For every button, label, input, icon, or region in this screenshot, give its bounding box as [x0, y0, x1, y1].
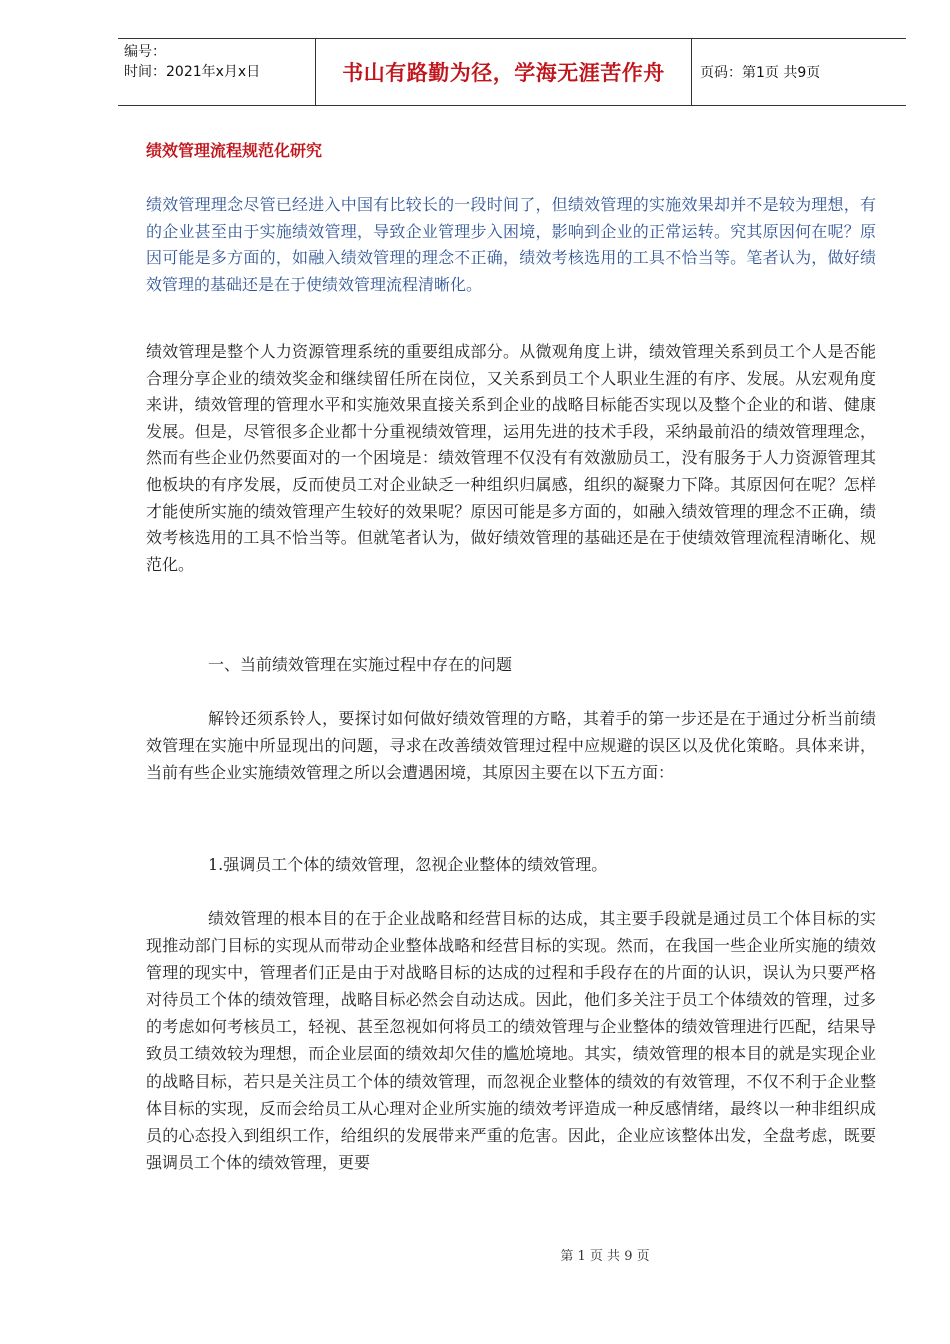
paragraph-3: 绩效管理的根本目的在于企业战略和经营目标的达成，其主要手段就是通过员工个体目标的实现推动部门目标的实现从而带动企业整体战略和经营目标的实现。然而，在我国一些企业所实施的绩效管理的现实中，管理者们正是由于对战略目标的达成的过程和手段存在的片面的认识，误认为只要严格对待员工个体的绩效管理，战略目标必然会自动达成。因此，他们多关注于员工个体绩效的管理，过多的考虑如何考核员工，轻视、甚至忽视如何将员工的绩效管理与企业整体的绩效管理进行匹配，结果导致员工绩效较为理想，而企业层面的绩效却欠佳的尴尬境地。其实，绩效管理的根本目的就是实现企业的战略目标，若只是关注员工个体的绩效管理，而忽视企业整体的绩效的有效管理，不仅不利于企业整体目标的实现，反而会给员工从心理对企业所实施的绩效考评造成一种反感情绪，最终以一种非组织成员的心态投入到组织工作，给组织的发展带来严重的危害。因此，企业应该整体出发，全盘考虑，既要强调员工个体的绩效管理，更要	[146, 909, 876, 1172]
number-label: 编号：	[124, 44, 166, 60]
header-motto: 书山有路勤为径，学海无涯苦作舟	[316, 39, 692, 105]
header-table	[118, 38, 906, 106]
intro-paragraph: 绩效管理理念尽管已经进入中国有比较长的一段时间了，但绩效管理的实施效果却并不是较为理想，有的企业甚至由于实施绩效管理，导致企业管理步入困境，影响到企业的正常运转。究其原因何在呢？原因可能是多方面的，如融入绩效管理的理念不正确，绩效考核选用的工具不恰当等。笔者认为，做好绩效管理的基础还是在于使绩效管理流程清晰化。	[146, 195, 876, 294]
document-title: 绩效管理流程规范化研究	[146, 141, 323, 160]
paragraph-1: 绩效管理是整个人力资源管理系统的重要组成部分。从微观角度上讲，绩效管理关系到员工个人是否能合理分享企业的绩效奖金和继续留任所在岗位，又关系到员工个人职业生涯的有序、发展。从宏观角度来讲，绩效管理的管理水平和实施效果直接关系到企业的战略目标能否实现以及整个企业的和谐、健康发展。但是，尽管很多企业都十分重视绩效管理，运用先进的技术手段，采纳最前沿的绩效管理理念，然而有些企业仍然要面对的一个困境是：绩效管理不仅没有有效激励员工，没有服务于人力资源管理其他板块的有序发展，反而使员工对企业缺乏一种组织归属感，组织的凝聚力下降。其原因何在呢？怎样才能使所实施的绩效管理产生较好的效果呢？原因可能是多方面的，如融入绩效管理的理念不正确，绩效考核选用的工具不恰当等。但就笔者认为，做好绩效管理的基础还是在于使绩效管理流程清晰化、规范化。	[146, 342, 876, 574]
page-footer: 第 1 页 共 9 页	[560, 1249, 650, 1264]
section-heading-1: 一、当前绩效管理在实施过程中存在的问题	[208, 655, 513, 674]
header-page-info: 页码：第1页 共9页	[700, 65, 821, 81]
header-meta	[118, 39, 316, 105]
time-label: 时间：2021年x月x日	[124, 64, 261, 80]
list-item-1: 1.强调员工个体的绩效管理，忽视企业整体的绩效管理。	[208, 855, 608, 874]
paragraph-2: 解铃还须系铃人，要探讨如何做好绩效管理的方略，其着手的第一步还是在于通过分析当前绩效管理在实施中所显现出的问题，寻求在改善绩效管理过程中应规避的误区以及优化策略。具体来讲，当前有些企业实施绩效管理之所以会遭遇困境，其原因主要在以下五方面：	[146, 709, 876, 782]
